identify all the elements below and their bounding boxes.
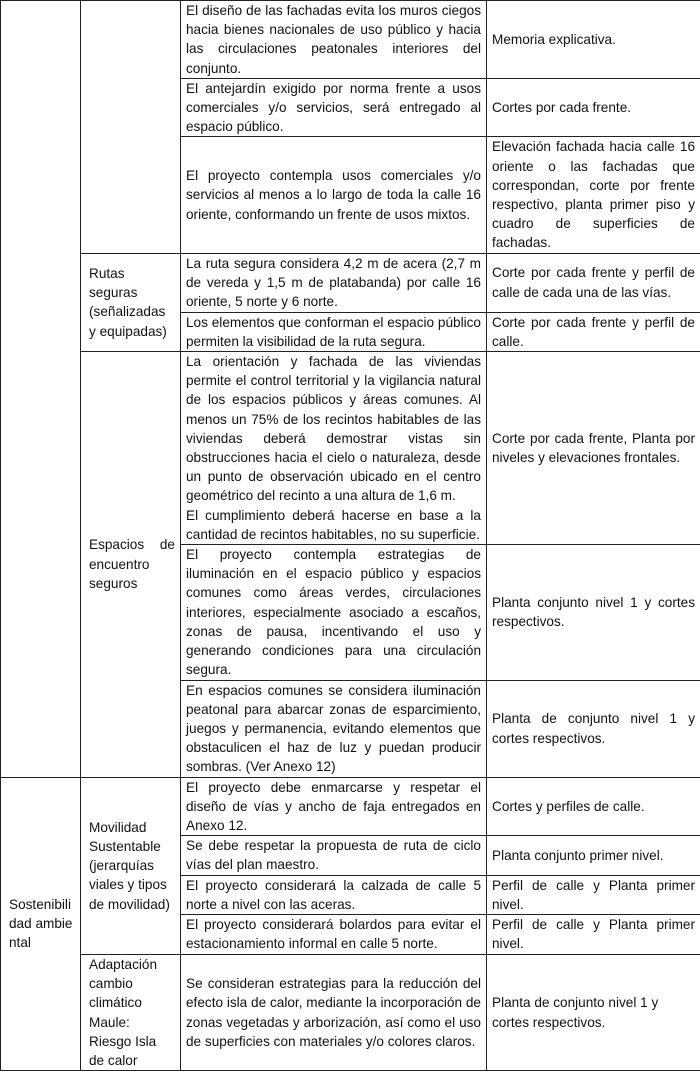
document-cell: Elevación fachada hacia calle 16 oriente o las fachadas que correspondan, corte por frente respectivo, planta primer piso y cuadro de superficies de fachadas.	[487, 137, 700, 253]
table-row	[1, 1, 700, 79]
document-cell: Planta de conjunto nivel 1 y cortes respectivos.	[487, 954, 700, 1070]
requirement-cell: El proyecto contempla usos comerciales y/o servicios al menos a lo largo de toda la calle 16 oriente, conformando un frente de usos mixtos.	[181, 137, 487, 253]
table-row	[1, 253, 700, 312]
category-cell-empty	[1, 1, 81, 778]
subcategory-rutas-seguras: Rutas seguras (señalizadas y equipadas)	[81, 253, 181, 351]
requirement-cell: Se consideran estrategias para la reducción del efecto isla de calor, mediante la incorporación de zonas vegetadas y arborización, así como el uso de superficies con materiales y/o colores claros.	[181, 954, 487, 1070]
requirement-cell: El proyecto contempla estrategias de iluminación en el espacio público y espacios comunes como áreas verdes, circulaciones interiores, especialmente asociado a escaños, zonas de pausa, incentivando el uso y generando condiciones para una circulación segura.	[181, 545, 487, 680]
requirement-cell: El diseño de las fachadas evita los muros ciegos hacia bienes nacionales de uso público y hacia las circulaciones peatonales interiores del conjunto.	[181, 1, 487, 79]
document-cell: Planta de conjunto nivel 1 y cortes respectivos.	[487, 680, 700, 777]
requirement-cell: El proyecto debe enmarcarse y respetar el diseño de vías y ancho de faja entregados en Anexo 12.	[181, 777, 487, 836]
document-cell: Cortes por cada frente.	[487, 78, 700, 137]
requirement-cell: El proyecto considerará bolardos para evitar el estacionamiento informal en calle 5 norte.	[181, 914, 487, 954]
table-row	[1, 777, 700, 836]
subcategory-adaptacion: Adaptación cambio climático Maule: Riesgo Isla de calor	[81, 954, 181, 1070]
document-cell: Cortes y perfiles de calle.	[487, 777, 700, 836]
document-cell: Perfil de calle y Planta primer nivel.	[487, 914, 700, 954]
requirement-cell: El antejardín exigido por norma frente a usos comerciales y/o servicios, será entregado al espacio público.	[181, 78, 487, 137]
requirement-cell: El proyecto considerará la calzada de calle 5 norte a nivel con las aceras.	[181, 875, 487, 914]
document-cell: Corte por cada frente y perfil de calle.	[487, 312, 700, 351]
subcategory-cell-empty	[81, 1, 181, 254]
table-row	[1, 352, 700, 545]
subcategory-movilidad: Movilidad Sustentable (jerarquías viales y tipos de movilidad)	[81, 777, 181, 954]
table-row	[1, 954, 700, 1070]
document-cell: Perfil de calle y Planta primer nivel.	[487, 875, 700, 914]
document-cell: Planta conjunto nivel 1 y cortes respectivos.	[487, 545, 700, 680]
document-cell: Corte por cada frente, Planta por niveles y elevaciones frontales.	[487, 352, 700, 545]
requirement-cell: En espacios comunes se considera iluminación peatonal para abarcar zonas de esparcimiento, juegos y permanencia, evitando elementos que obstaculicen el haz de luz y puedan producir sombras. (Ver Anexo 12)	[181, 680, 487, 777]
requirement-cell	[181, 352, 487, 545]
category-sostenibilidad: Sostenibilidad ambiental	[1, 777, 81, 1071]
document-cell: Memoria explicativa.	[487, 1, 700, 79]
requirement-cell: La ruta segura considera 4,2 m de acera (2,7 m de vereda y 1,5 m de platabanda) por calle 16 oriente, 5 norte y 6 norte.	[181, 253, 487, 312]
subcategory-espacios-encuentro: Espacios de encuentro seguros	[81, 352, 181, 777]
document-cell: Corte por cada frente y perfil de calle de cada una de las vías.	[487, 253, 700, 312]
requirement-cell: Los elementos que conforman el espacio público permiten la visibilidad de la ruta segura.	[181, 312, 487, 351]
requirement-cell: Se debe respetar la propuesta de ruta de ciclo vías del plan maestro.	[181, 836, 487, 875]
requirement-paragraph: La orientación y fachada de las viviendas permite el control territorial y la vigilancia natural de los espacios públicos y áreas comunes. Al menos un 75% de los recintos habitables de las viviendas deberá demostrar vistas sin obstrucciones hacia el cielo o naturaleza, desde un punto de observación ubicado en el centro geométrico del recinto a una altura de 1,6 m.	[186, 352, 481, 506]
requirement-paragraph: El cumplimiento deberá hacerse en base a la cantidad de recintos habitables, no su superficie.	[186, 506, 481, 544]
document-cell: Planta conjunto primer nivel.	[487, 836, 700, 875]
